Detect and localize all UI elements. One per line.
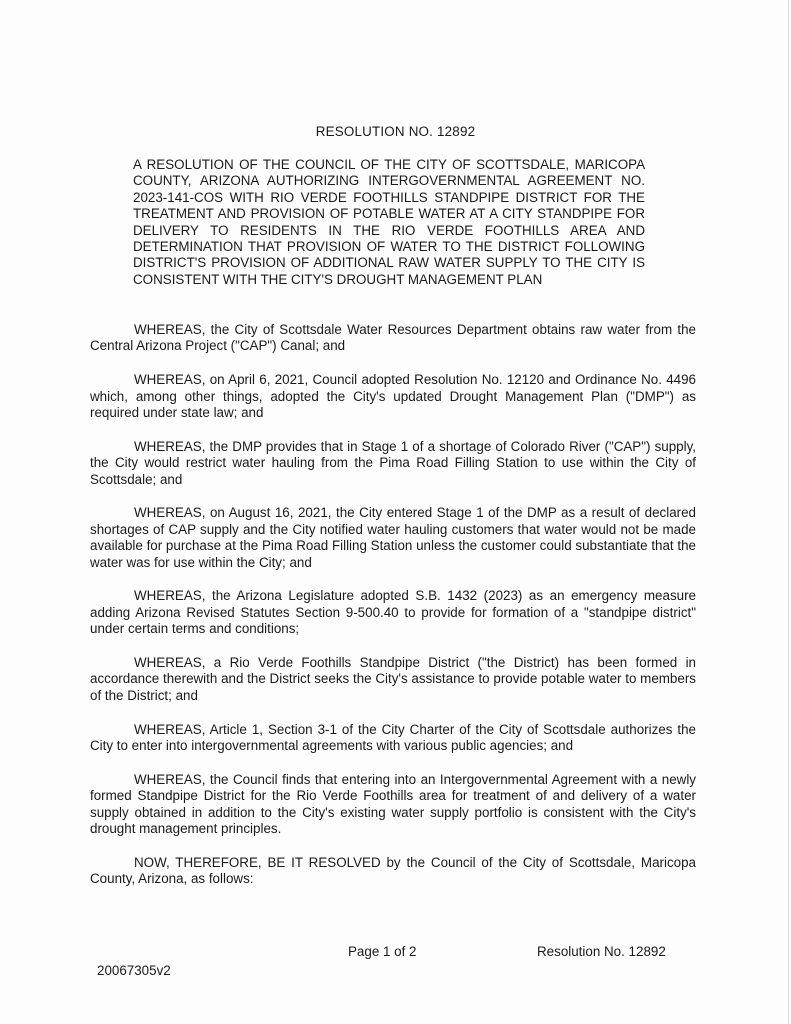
whereas-paragraph-7: WHEREAS, Article 1, Section 3-1 of the City Charter of the City of Scottsdale authorizes the City to enter into intergovernmental agreements with various public agencies; and bbox=[90, 721, 696, 754]
whereas-paragraph-6: WHEREAS, a Rio Verde Foothills Standpipe District ("the District) has been formed in accordance therewith and the District seeks the City's assistance to provide potable water to members of the District; and bbox=[90, 655, 696, 703]
resolution-title: RESOLUTION NO. 12892 bbox=[315, 124, 476, 139]
resolution-heading: A RESOLUTION OF THE COUNCIL OF THE CITY OF SCOTTSDALE, MARICOPA COUNTY, ARIZONA AUTHORIZING INTERGOVERNMENTAL AGREEMENT NO. 2023-141-COS WITH RIO VERDE FOOTHILLS STANDPIPE DISTRICT FOR THE TREATMENT AND PROVISION OF POTABLE WATER AT A CITY STANDPIPE FOR DELIVERY TO RESIDENTS IN THE RIO VERDE FOOTHILLS AREA AND DETERMINATION THAT PROVISION OF WATER TO THE DISTRICT FOLLOWING DISTRICT'S PROVISION OF ADDITIONAL RAW WATER SUPPLY TO THE CITY IS CONSISTENT WITH THE CITY'S DROUGHT MANAGEMENT PLAN bbox=[133, 157, 645, 287]
footer-resolution-number: Resolution No. 12892 bbox=[537, 944, 666, 959]
whereas-paragraph-2: WHEREAS, on April 6, 2021, Council adopted Resolution No. 12120 and Ordinance No. 4496 which, among other things, adopted the City's updated Drought Management Plan ("DMP") as required under state law; and bbox=[90, 372, 696, 421]
whereas-paragraph-1: WHEREAS, the City of Scottsdale Water Resources Department obtains raw water from the Central Arizona Project ("CAP") Canal; and bbox=[90, 322, 696, 354]
whereas-paragraph-4: WHEREAS, on August 16, 2021, the City entered Stage 1 of the DMP as a result of declared shortages of CAP supply and the City notified water hauling customers that water would not be made available for purchase at the Pima Road Filling Station unless the customer could substantiate that the water was for use within the City; and bbox=[90, 505, 696, 570]
document-body bbox=[90, 322, 696, 905]
whereas-paragraph-8: WHEREAS, the Council finds that entering into an Intergovernmental Agreement with a newly formed Standpipe District for the Rio Verde Foothills area for treatment of and delivery of a water supply obtained in addition to the City's existing water supply portfolio is consistent with the City's drought management principles. bbox=[90, 771, 696, 837]
document-id: 20067305v2 bbox=[97, 963, 171, 978]
page-number: Page 1 of 2 bbox=[348, 944, 417, 959]
resolved-paragraph: NOW, THEREFORE, BE IT RESOLVED by the Council of the City of Scottsdale, Maricopa County, Arizona, as follows: bbox=[90, 854, 696, 887]
scan-edge-divider bbox=[788, 0, 789, 1024]
whereas-paragraph-3: WHEREAS, the DMP provides that in Stage 1 of a shortage of Colorado River ("CAP") supply, the City would restrict water hauling from the Pima Road Filling Station to use within the City of Scottsdale; and bbox=[90, 438, 696, 487]
whereas-paragraph-5: WHEREAS, the Arizona Legislature adopted S.B. 1432 (2023) as an emergency measure adding Arizona Revised Statutes Section 9-500.40 to provide for formation of a "standpipe district" under certain terms and conditions; bbox=[90, 588, 696, 637]
